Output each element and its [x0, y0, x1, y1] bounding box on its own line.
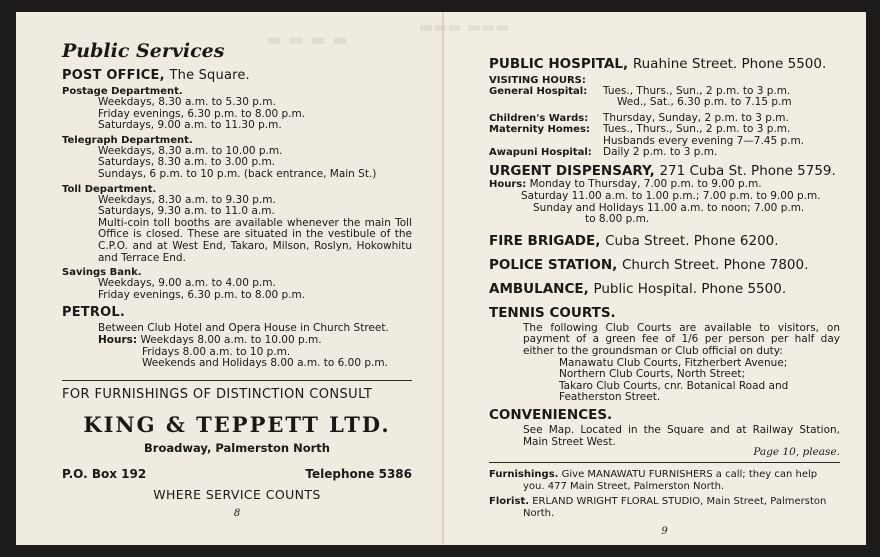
toll-line: Saturdays, 9.30 a.m. to 11.0 a.m.: [98, 205, 275, 218]
left-page: [16, 12, 442, 545]
ad-florist: Florist. ERLAND WRIGHT FLORAL STUDIO, Main Street, Palmerston North.: [489, 496, 827, 520]
toll-note: Multi-coin toll booths are available whenever the main Toll Office is closed. These are situated in the vestibule of the C.P.O. and at West End, Takaro, Milson, Roslyn, Hokowhitu and Terrace End.: [98, 216, 412, 264]
page-number-right: 9: [661, 526, 668, 538]
divider: [489, 462, 840, 463]
fire-brigade: FIRE BRIGADE, Cuba Street. Phone 6200.: [489, 232, 779, 249]
dispensary-line: Saturday 11.00 a.m. to 1.00 p.m.; 7.00 p.m. to 9.00 p.m.: [521, 190, 821, 203]
toll-title: Toll Department.: [62, 183, 157, 195]
tennis-court: Manawatu Club Courts, Fitzherbert Avenue;: [559, 356, 788, 369]
tennis-court: Northern Club Courts, North Street;: [559, 368, 745, 381]
telegraph-title: Telegraph Department.: [62, 134, 193, 146]
table-row: Children's Wards: Thursday, Sunday, 2 p.m. to 3 p.m.: [489, 111, 789, 124]
dispensary-hours: Hours: Monday to Thursday, 7.00 p.m. to 9.00 p.m.: [489, 178, 762, 191]
page-number-left: 8: [233, 507, 241, 519]
ad-pobox: P.O. Box 192: [62, 466, 147, 481]
table-row: Maternity Homes: Tues., Thurs., Sun., 2 p.m. to 3 p.m. Husbands every evening 7—7.45 p.m.: [489, 123, 805, 147]
dispensary-heading: URGENT DISPENSARY, 271 Cuba St. Phone 5759.: [489, 163, 836, 180]
tennis-heading: TENNIS COURTS.: [489, 304, 616, 321]
petrol-heading: PETROL.: [62, 305, 125, 321]
postage-title: Postage Department.: [62, 86, 183, 97]
visiting-hours-table: [489, 86, 804, 158]
ad-slogan: WHERE SERVICE COUNTS: [153, 486, 321, 502]
postage-line: Friday evenings, 6.30 p.m. to 8.00 p.m.: [98, 107, 306, 120]
post-office-heading: POST OFFICE, The Square.: [62, 68, 250, 83]
tennis-text: The following Club Courts are available to visitors, on payment of a green fee of 1/6 per person per half day either to the groundsman or Club official on duty:: [523, 321, 840, 357]
bleed-through: ▬ ▬ ▬ ▬: [266, 30, 349, 50]
tennis-court: Featherston Street.: [559, 391, 661, 404]
savings-title: Savings Bank.: [62, 267, 142, 279]
petrol-hours-line: Weekends and Holidays 8.00 a.m. to 6.00 p.m.: [142, 357, 388, 370]
savings-line: Friday evenings, 6.30 p.m. to 8.00 p.m.: [98, 288, 306, 301]
ad-address: Broadway, Palmerston North: [144, 440, 330, 455]
table-row: General Hospital: Tues., Thurs., Sun., 2 p.m. to 3 p.m. Wed., Sat., 6.30 p.m. to 7.15 p.m: [489, 85, 792, 109]
dispensary-line: Sunday and Holidays 11.00 a.m. to noon; 7.00 p.m.: [533, 201, 805, 214]
divider: [62, 380, 412, 381]
petrol-hours-line: Fridays 8.00 a.m. to 10 p.m.: [142, 345, 291, 358]
bleed-through: ▬▬▬ ▬▬▬: [419, 18, 510, 36]
petrol-hours: Hours: Weekdays 8.00 a.m. to 10.00 p.m.: [98, 333, 322, 346]
right-page: [419, 12, 866, 545]
conveniences-heading: CONVENIENCES.: [489, 406, 613, 423]
telegraph-line: Saturdays, 8.30 a.m. to 3.00 p.m.: [98, 156, 276, 169]
police-station: POLICE STATION, Church Street. Phone 7800.: [489, 256, 809, 273]
ambulance: AMBULANCE, Public Hospital. Phone 5500.: [489, 280, 787, 297]
page-heading: Public Services: [62, 40, 225, 62]
postage-line: Saturdays, 9.00 a.m. to 11.30 p.m.: [98, 119, 282, 132]
conveniences-text: See Map. Located in the Square and at Railway Station, Main Street West.: [523, 423, 840, 448]
petrol-text: Between Club Hotel and Opera House in Church Street.: [98, 322, 389, 335]
ad-company-name: KING & TEPPETT LTD.: [83, 411, 391, 437]
savings-line: Weekdays, 9.00 a.m. to 4.00 p.m.: [98, 277, 276, 290]
tennis-court: Takaro Club Courts, cnr. Botanical Road and: [559, 379, 789, 392]
ad-tagline: FOR FURNISHINGS OF DISTINCTION CONSULT: [62, 386, 373, 402]
table-row: Awapuni Hospital: Daily 2 p.m. to 3 p.m.: [489, 146, 718, 159]
postage-line: Weekdays, 8.30 a.m. to 5.30 p.m.: [98, 96, 276, 108]
hospital-heading: PUBLIC HOSPITAL, Ruahine Street. Phone 5500.: [489, 56, 827, 72]
ad-contact-row: [62, 467, 412, 481]
toll-line: Weekdays, 8.30 a.m. to 9.30 p.m.: [98, 193, 276, 206]
ad-phone: Telephone 5386: [305, 466, 412, 481]
telegraph-line: Sundays, 6 p.m. to 10 p.m. (back entrance, Main St.): [98, 167, 377, 180]
dispensary-line: to 8.00 p.m.: [585, 213, 650, 226]
telegraph-line: Weekdays, 8.30 a.m. to 10.00 p.m.: [98, 144, 283, 157]
visiting-hours-title: VISITING HOURS:: [489, 75, 586, 86]
ad-furnishings: Furnishings. Give MANAWATU FURNISHERS a call; they can help you. 477 Main Street, Palmerston North.: [489, 469, 818, 493]
page-reference: Page 10, please.: [753, 446, 840, 459]
